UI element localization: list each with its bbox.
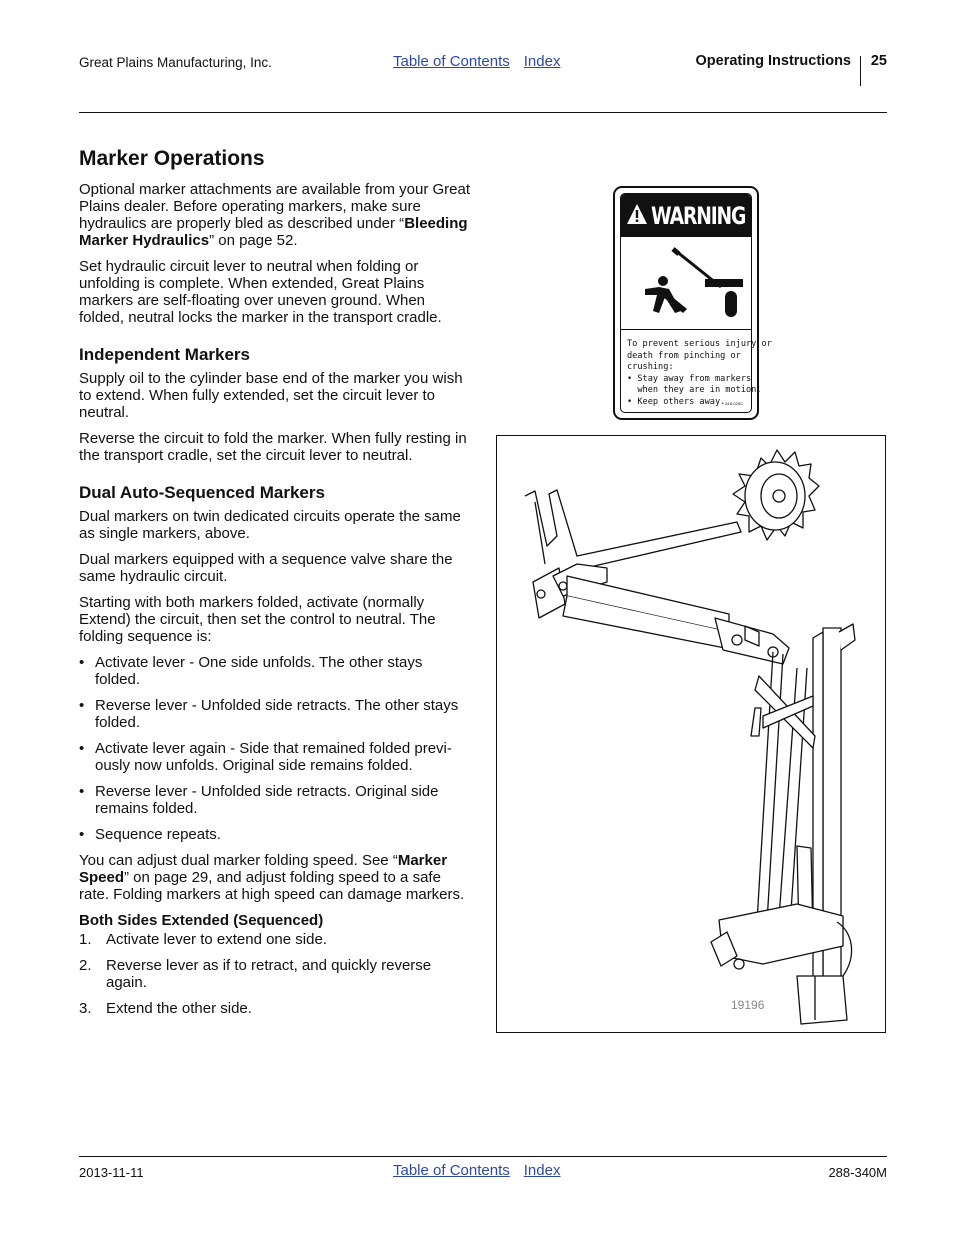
warning-decal xyxy=(613,186,772,420)
signal-word: WARNING xyxy=(651,202,746,230)
independent-paragraph-1: Supply oil to the cylinder base end of the marker you wish to extend. When fully extended, set the circuit lever to neutral. xyxy=(79,370,463,421)
list-item: • Activate lever - One side unfolds. The other stays folded. xyxy=(79,654,471,688)
index-link[interactable]: Index xyxy=(523,53,561,70)
intro-paragraph-1 xyxy=(79,181,471,249)
step-number: 1. xyxy=(79,931,92,948)
folding-sequence-list xyxy=(79,654,471,843)
header-links xyxy=(393,53,574,70)
bleeding-reference: Bleeding Marker Hydraulics xyxy=(79,215,468,249)
marker-arm-illustration xyxy=(497,436,885,1032)
table-of-contents-link[interactable]: Table of Contents xyxy=(393,53,510,70)
step-item xyxy=(79,1000,471,1017)
warning-triangle-icon xyxy=(626,203,648,225)
table-of-contents-link[interactable]: Table of Contents xyxy=(393,1162,510,1179)
marker-speed-reference: Marker Speed xyxy=(79,852,448,886)
footer-links xyxy=(393,1162,574,1179)
dual-paragraph-3: Starting with both markers folded, activate (normally Extend) the circuit, then set the control to neutral. The folding sequence is: xyxy=(79,594,436,645)
page-number: 25 xyxy=(870,53,887,69)
header-divider xyxy=(860,56,861,86)
step-number: 3. xyxy=(79,1000,92,1017)
step-text: Extend the other side. xyxy=(106,1000,252,1017)
company-name: Great Plains Manufacturing, Inc. xyxy=(79,55,272,70)
dual-markers-heading: Dual Auto-Sequenced Markers xyxy=(79,483,325,502)
index-link[interactable]: Index xyxy=(523,1162,561,1179)
revision-date: 2013-11-11 xyxy=(79,1165,144,1180)
figure-number: 19196 xyxy=(731,998,765,1012)
warning-line: crushing: xyxy=(627,362,674,372)
warning-line: To prevent serious injury or xyxy=(627,339,772,349)
intro-text-end: ” on page 52. xyxy=(209,232,298,249)
step-number: 2. xyxy=(79,957,92,974)
list-item: • Activate lever again - Side that remained folded previ-ously now unfolds. Original side remains folded. xyxy=(79,740,471,774)
dual-paragraph-1: Dual markers on twin dedicated circuits operate the same as single markers, above. xyxy=(79,508,461,542)
page-header xyxy=(79,52,887,92)
document-number: 288-340M xyxy=(828,1165,887,1180)
step-text: Reverse lever as if to retract, and quickly reverse again. xyxy=(106,957,432,991)
disc-blade-icon xyxy=(733,450,819,540)
independent-markers-heading: Independent Markers xyxy=(79,345,250,364)
warning-line: • Keep others away. xyxy=(627,396,726,407)
footer-rule xyxy=(79,1156,887,1157)
speed-text: You can adjust dual marker folding speed. See “ xyxy=(79,852,398,869)
step-item xyxy=(79,957,471,991)
crush-hazard-icon xyxy=(621,239,753,329)
warning-message xyxy=(627,339,772,408)
warning-line: death from pinching or xyxy=(627,350,741,361)
list-item: • Reverse lever - Unfolded side retracts. Original side remains folded. xyxy=(79,783,471,817)
list-item: • Reverse lever - Unfolded side retracts. The other stays folded. xyxy=(79,697,471,731)
step-item xyxy=(79,931,471,948)
page-title: Marker Operations xyxy=(79,147,265,170)
main-column xyxy=(79,146,471,1026)
step-text: Activate lever to extend one side. xyxy=(106,931,327,948)
list-item: • Sequence repeats. xyxy=(79,826,471,843)
section-title: Operating Instructions xyxy=(695,53,851,69)
header-rule xyxy=(79,112,887,113)
pinch-hazard-pictogram xyxy=(621,239,751,330)
independent-paragraph-2: Reverse the circuit to fold the marker. When fully resting in the transport cradle, set the circuit lever to neutral. xyxy=(79,430,467,464)
speed-text-end: ” on page 29, and adjust folding speed to a safe rate. Folding markers at high speed can damage markers. xyxy=(79,869,465,903)
warning-line: • Stay away from markers xyxy=(627,373,752,384)
speed-paragraph xyxy=(79,852,471,903)
dual-paragraph-2: Dual markers equipped with a sequence valve share the same hydraulic circuit. xyxy=(79,551,453,585)
warning-header xyxy=(621,194,751,237)
intro-paragraph-2: Set hydraulic circuit lever to neutral when folding or unfolding is complete. When extended, Great Plains markers are self-floating over uneven ground. When folded, neutral locks the marker in the transport cradle. xyxy=(79,258,442,326)
both-sides-steps xyxy=(79,931,471,1017)
marker-figure xyxy=(496,435,886,1033)
both-sides-heading: Both Sides Extended (Sequenced) xyxy=(79,912,324,929)
warning-line: when they are in motion. xyxy=(627,385,762,395)
intro-text: Optional marker attachments are available from your Great Plains dealer. Before operating markers, make sure hydraulics are properly bled as described under “ xyxy=(79,181,471,232)
decal-frame xyxy=(620,193,772,413)
decal-code: 818-025C xyxy=(725,401,743,406)
